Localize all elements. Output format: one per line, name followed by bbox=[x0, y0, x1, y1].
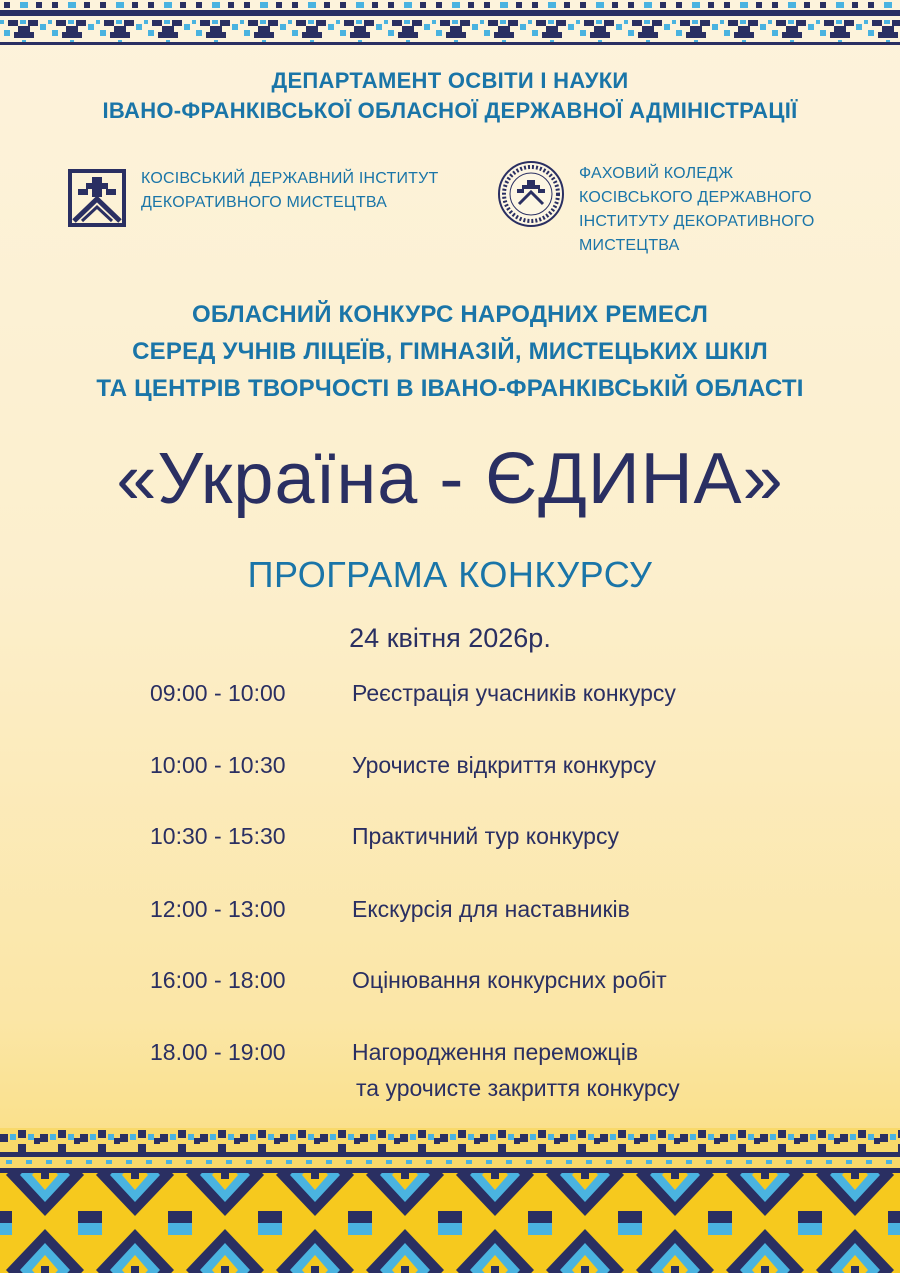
schedule-time: 10:00 - 10:30 bbox=[150, 752, 286, 778]
schedule-time: 09:00 - 10:00 bbox=[150, 680, 286, 706]
college-line-1: ФАХОВИЙ КОЛЕДЖ bbox=[579, 165, 734, 182]
college-name bbox=[579, 162, 815, 258]
college-line-2: КОСІВСЬКОГО ДЕРЖАВНОГО bbox=[579, 189, 812, 206]
department-header bbox=[0, 66, 900, 126]
institute-name bbox=[141, 167, 438, 215]
schedule-time: 16:00 - 18:00 bbox=[150, 967, 286, 993]
schedule-event: Екскурсія для наставників bbox=[352, 896, 630, 922]
schedule-event: Практичний тур конкурсу bbox=[352, 823, 619, 849]
schedule-event: Оцінювання конкурсних робіт bbox=[352, 967, 667, 993]
round-seal-logo-icon bbox=[497, 160, 565, 228]
college-line-4: МИСТЕЦТВА bbox=[579, 237, 680, 254]
department-line-2: ІВАНО-ФРАНКІВСЬКОЇ ОБЛАСНОЇ ДЕРЖАВНОЇ АДМІНІСТРАЦІЇ bbox=[102, 98, 798, 123]
institute-line-1: КОСІВСЬКИЙ ДЕРЖАВНИЙ ІНСТИТУТ bbox=[141, 170, 439, 187]
contest-line-1: ОБЛАСНИЙ КОНКУРС НАРОДНИХ РЕМЕСЛ bbox=[191, 301, 708, 328]
schedule-event-continuation: та урочисте закриття конкурсу bbox=[356, 1075, 680, 1101]
schedule-event: Реєстрація учасників конкурсу bbox=[352, 680, 676, 706]
institute-line-2: ДЕКОРАТИВНОГО МИСТЕЦТВА bbox=[141, 194, 388, 211]
bottom-ornament-band bbox=[0, 1128, 900, 1273]
college-line-3: ІНСТИТУТУ ДЕКОРАТИВНОГО bbox=[579, 213, 815, 230]
contest-title: «Україна - ЄДИНА» bbox=[116, 439, 784, 519]
department-line-1: ДЕПАРТАМЕНТ ОСВІТИ І НАУКИ bbox=[271, 68, 629, 93]
program-heading: ПРОГРАМА КОНКУРСУ bbox=[247, 554, 653, 595]
folk-ornament-logo-icon bbox=[68, 169, 126, 227]
top-ornament-band bbox=[0, 0, 900, 50]
schedule-time: 12:00 - 13:00 bbox=[150, 896, 286, 922]
schedule-event: Урочисте відкриття конкурсу bbox=[352, 752, 656, 778]
schedule-time: 18.00 - 19:00 bbox=[150, 1039, 286, 1065]
schedule-time: 10:30 - 15:30 bbox=[150, 823, 286, 849]
contest-date: 24 квітня 2026р. bbox=[349, 623, 551, 653]
schedule-event: Нагородження переможців bbox=[352, 1039, 639, 1065]
contest-line-2: СЕРЕД УЧНІВ ЛІЦЕЇВ, ГІМНАЗІЙ, МИСТЕЦЬКИХ ШКІЛ bbox=[132, 338, 768, 365]
contest-description bbox=[0, 296, 900, 407]
contest-line-3: ТА ЦЕНТРІВ ТВОРЧОСТІ В ІВАНО-ФРАНКІВСЬКІЙ ОБЛАСТІ bbox=[96, 375, 804, 402]
